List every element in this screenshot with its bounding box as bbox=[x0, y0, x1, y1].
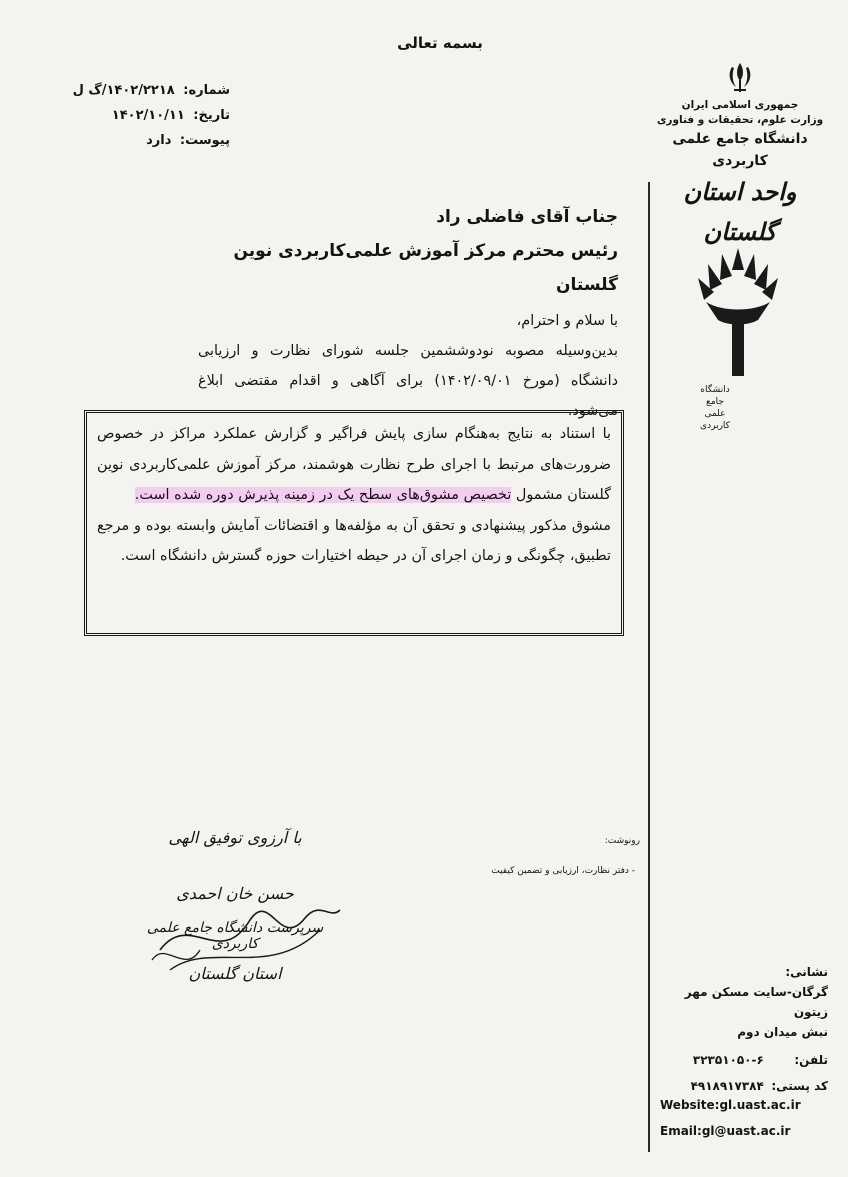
address-line2: نبش میدان دوم bbox=[737, 1025, 828, 1039]
phone-value: ۳۲۳۵۱۰۵۰-۶ bbox=[692, 1053, 764, 1067]
website-link[interactable]: Website:gl.uast.ac.ir bbox=[660, 1098, 801, 1112]
letter-body bbox=[198, 306, 618, 426]
signature-block bbox=[130, 800, 345, 1000]
letter-number-row bbox=[70, 78, 230, 103]
letter-attachment-row bbox=[70, 128, 230, 153]
resolution-paragraph-2: مشوق مذکور پیشنهادی و تحقق آن به مؤلفه‌ها و اقتضائات آمایش وابسته بوده و مرجع تطبیق، چگونگی و زمان اجرای آن در حیطه اختیارات حوزه گسترش دانشگاه است. bbox=[97, 517, 611, 564]
logo-caption-line1: دانشگاه جامع bbox=[700, 385, 730, 407]
signature-name: حسن خان احمدی bbox=[176, 884, 294, 903]
highlighted-resolution-text: تخصیص مشوق‌های سطح یک در زمینه پذیرش دوره شده است. bbox=[134, 487, 512, 503]
postal-value: ۴۹۱۸۹۱۷۳۸۴ bbox=[690, 1079, 764, 1093]
addressee-block bbox=[178, 200, 618, 302]
greeting-text: با سلام و احترام، bbox=[516, 313, 618, 329]
intro-paragraph: بدین‌وسیله مصوبه نودوششمین جلسه شورای نظارت و ارزیابی دانشگاه (مورخ ۱۴۰۲/۰۹/۰۱) برای آگاهی و اقدام مقتضی ابلاغ می‌شود. bbox=[198, 343, 619, 419]
postal-label: کد پستی: bbox=[771, 1079, 828, 1093]
logo-caption-line2: علمی کاربردی bbox=[700, 409, 730, 431]
footer-web bbox=[660, 1092, 830, 1144]
email-link[interactable]: Email:gl@uast.ac.ir bbox=[660, 1124, 791, 1138]
signature-line-1: با آرزوی توفیق الهی bbox=[168, 828, 302, 847]
letter-number-label: شماره: bbox=[183, 83, 230, 98]
letterhead-country: جمهوری اسلامی ایران bbox=[681, 99, 799, 111]
letter-meta bbox=[70, 78, 230, 153]
signature-province: استان گلستان bbox=[188, 964, 282, 983]
header-divider bbox=[648, 182, 650, 1152]
addressee-name: جناب آقای فاضلی راد bbox=[436, 207, 618, 227]
phone-row bbox=[656, 1047, 828, 1073]
signature-title: سرپرست دانشگاه جامع علمی کاربردی bbox=[146, 920, 324, 952]
footer-address bbox=[656, 962, 828, 1042]
cc-label: رونوشت: bbox=[604, 836, 640, 846]
letterhead-university: دانشگاه جامع علمی کاربردی bbox=[672, 131, 808, 169]
letterhead-branch: واحد استان گلستان bbox=[683, 178, 797, 246]
phone-label: تلفن: bbox=[794, 1053, 828, 1067]
letter-attachment-label: پیوست: bbox=[179, 133, 230, 148]
letter-date-row bbox=[70, 103, 230, 128]
addressee-title: رئیس محترم مرکز آموزش علمی‌کاربردی نوین گلستان bbox=[233, 241, 618, 295]
cc-recipient: - دفتر نظارت، ارزیابی و تضمین کیفیت bbox=[491, 866, 635, 876]
university-logo-caption bbox=[690, 384, 740, 432]
resolution-text: با استناد به نتایج به‌هنگام سازی پایش فراگیر و گزارش عملکرد مراکز در خصوص ضرورت‌های مرتبط با اجرای طرح نظارت هوشمند، مرکز آموزش علمی‌کاربردی نوین گلستان مشمول bbox=[97, 426, 611, 503]
letter-date-value: ۱۴۰۲/۱۰/۱۱ bbox=[111, 108, 185, 123]
university-logo-icon bbox=[692, 240, 784, 380]
iran-emblem-icon bbox=[723, 60, 757, 94]
letter-attachment-value: دارد bbox=[146, 133, 172, 148]
letterhead bbox=[650, 60, 830, 252]
address-line1: گرگان-سایت مسکن مهر زیتون bbox=[684, 985, 828, 1019]
resolution-paragraph-1 bbox=[97, 419, 611, 511]
letter-date-label: تاریخ: bbox=[193, 108, 230, 123]
address-label: نشانی: bbox=[785, 965, 828, 979]
letter-number-value: ۱۴۰۲/۲۲۱۸/گ ل bbox=[72, 83, 175, 98]
bismillah-heading: بسمه تعالی bbox=[397, 34, 483, 52]
framed-resolution-box bbox=[84, 410, 624, 636]
letterhead-ministry: وزارت علوم، تحقیقات و فناوری bbox=[656, 114, 824, 126]
